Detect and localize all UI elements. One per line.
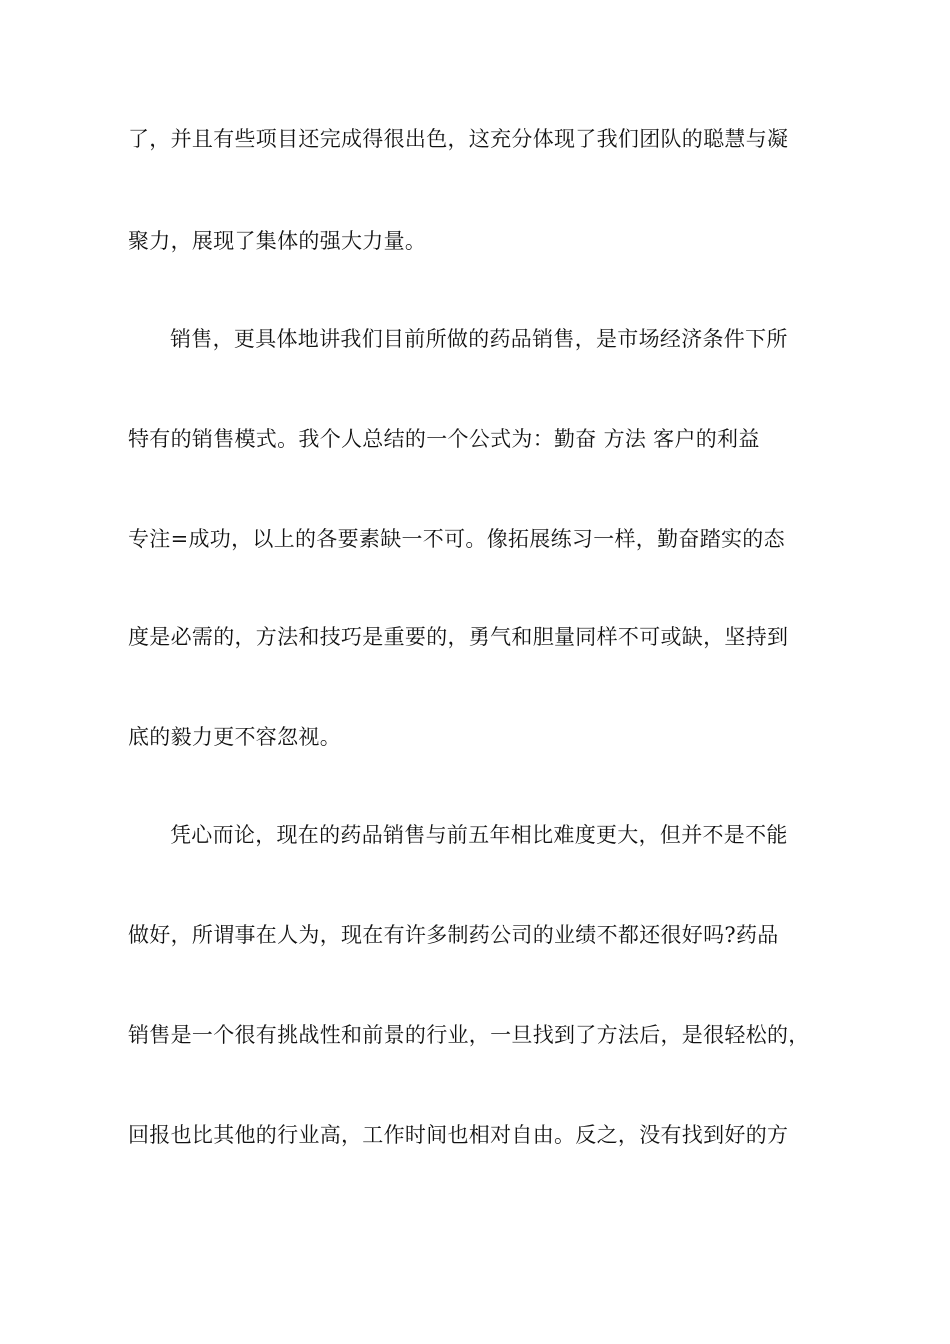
text-line: 了，并且有些项目还完成得很出色，这充分体现了我们团队的聪慧与凝 [128,127,789,151]
text-line: 回报也比其他的行业高，工作时间也相对自由。反之，没有找到好的方 [128,1123,789,1147]
paragraph-start-line: 销售，更具体地讲我们目前所做的药品销售，是市场经济条件下所 [170,327,788,351]
text-line: 特有的销售模式。我个人总结的一个公式为：勤奋 方法 客户的利益 [128,427,760,451]
text-line: 聚力，展现了集体的强大力量。 [128,229,427,253]
text-line: 做好，所谓事在人为，现在有许多制药公司的业绩不都还很好吗?药品 [128,923,779,947]
paragraph-start-line: 凭心而论，现在的药品销售与前五年相比难度更大，但并不是不能 [170,823,788,847]
text-line: 销售是一个很有挑战性和前景的行业，一旦找到了方法后，是很轻松的， [128,1023,810,1047]
text-line: 度是必需的，方法和技巧是重要的，勇气和胆量同样不可或缺，坚持到 [128,625,789,649]
text-line: 专注=成功，以上的各要素缺一不可。像拓展练习一样，勤奋踏实的态 [128,527,785,551]
text-line: 底的毅力更不容忽视。 [128,725,341,749]
